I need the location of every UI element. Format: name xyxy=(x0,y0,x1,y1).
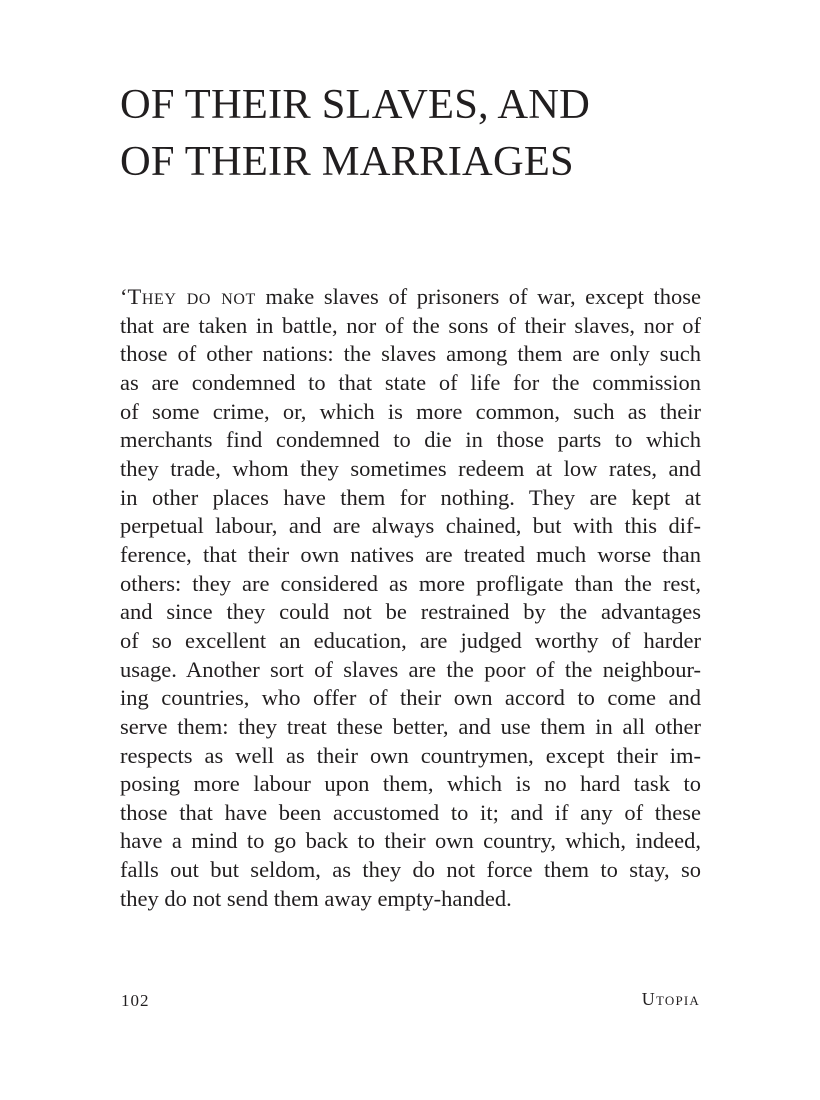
chapter-title-line-2: OF THEIR MARRIAGES xyxy=(120,138,574,185)
chapter-title-line-1: OF THEIR SLAVES, AND xyxy=(120,81,591,128)
page-number: 102 xyxy=(121,991,150,1010)
chapter-title xyxy=(120,76,590,190)
body-line-2: that are taken in battle, nor of the sons of their slaves, nor of xyxy=(120,312,701,338)
body-line-13: of so excellent an education, are judged worthy of harder xyxy=(120,627,701,653)
body-line-14: usage. Another sort of slaves are the poor of the neighbour- xyxy=(120,656,701,682)
body-line-21: falls out but seldom, as they do not force them to stay, so xyxy=(120,857,701,883)
body-text xyxy=(120,283,701,913)
opening-quote-mark: ‘ xyxy=(120,284,128,309)
running-title: Utopia xyxy=(641,989,700,1009)
body-line-9: perpetual labour, and are always chained, but with this dif- xyxy=(120,513,701,539)
body-line-22: they do not send them away empty-handed. xyxy=(120,885,512,911)
body-line-19: those that have been accustomed to it; and if any of these xyxy=(120,799,701,825)
body-line-8: in other places have them for nothing. They are kept at xyxy=(120,484,701,510)
body-line-16: serve them: they treat these better, and use them in all other xyxy=(120,713,701,739)
body-line-18: posing more labour upon them, which is no hard task to xyxy=(120,771,701,797)
body-line-3: those of other nations: the slaves among them are only such xyxy=(120,341,701,367)
body-line-20: have a mind to go back to their own country, which, indeed, xyxy=(120,828,701,854)
body-line-15: ing countries, who offer of their own accord to come and xyxy=(120,685,701,711)
body-line-6: merchants find condemned to die in those parts to which xyxy=(120,427,701,453)
body-line-4: as are condemned to that state of life for the commission xyxy=(120,369,701,395)
body-line-7: they trade, whom they sometimes redeem at low rates, and xyxy=(120,455,701,481)
body-line-1: ‘They do not make slaves of prisoners of war, except those xyxy=(120,284,701,309)
body-line-12: and since they could not be restrained by the advantages xyxy=(120,599,701,625)
body-line-10: ference, that their own natives are treated much worse than xyxy=(120,541,701,567)
body-line-11: others: they are considered as more profligate than the rest, xyxy=(120,570,701,596)
body-line-5: of some crime, or, which is more common, such as their xyxy=(120,398,701,424)
opening-phrase-smallcaps: They do not xyxy=(127,284,256,309)
body-line-17: respects as well as their own countrymen, except their im- xyxy=(120,742,701,768)
